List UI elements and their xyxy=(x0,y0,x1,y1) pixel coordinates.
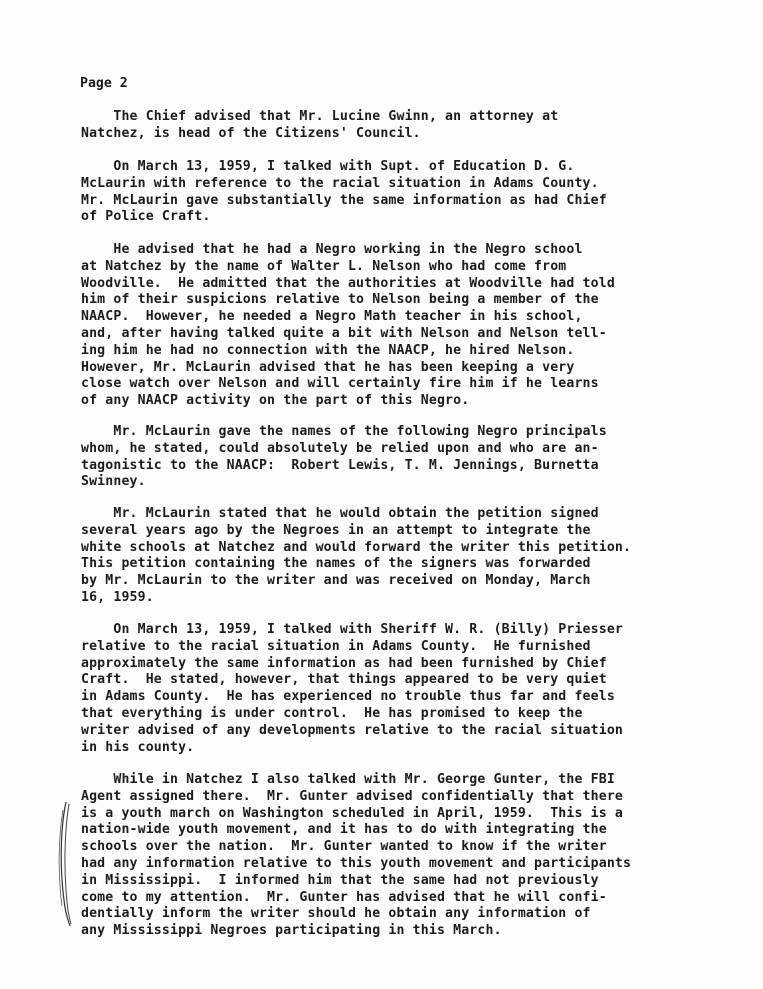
text-line: writer advised of any developments relative to the racial situation xyxy=(81,722,623,738)
text-line: The Chief advised that Mr. Lucine Gwinn, an attorney at xyxy=(81,109,559,124)
text-line: approximately the same information as had been furnished by Chief xyxy=(81,655,607,671)
text-line: by Mr. McLaurin to the writer and was received on Monday, March xyxy=(81,573,591,589)
text-line: ing him he had no connection with the NAACP, he hired Nelson. xyxy=(81,342,575,358)
text-line: Agent assigned there. Mr. Gunter advised confidentially that there xyxy=(81,788,623,804)
paragraph-principals xyxy=(81,424,607,491)
text-line: nation-wide youth movement, and it has to do with integrating the xyxy=(81,822,607,838)
text-line: Mr. McLaurin gave the names of the following Negro principals xyxy=(81,424,607,439)
text-line: However, Mr. McLaurin advised that he has been keeping a very xyxy=(81,359,575,375)
text-line: This petition containing the names of the signers was forwarded xyxy=(81,556,591,572)
text-line: On March 13, 1959, I talked with Sheriff W. R. (Billy) Priesser xyxy=(81,622,623,637)
text-line: 16, 1959. xyxy=(81,589,154,605)
text-line: in his county. xyxy=(81,739,195,755)
text-line: of any NAACP activity on the part of this Negro. xyxy=(81,393,470,409)
text-line: him of their suspicions relative to Nelson being a member of the xyxy=(81,292,599,308)
text-line: of Police Craft. xyxy=(81,209,211,225)
text-line: Swinney. xyxy=(81,474,146,490)
text-line: any Mississippi Negroes participating in this March. xyxy=(81,923,502,939)
text-line: come to my attention. Mr. Gunter has advised that he will confi- xyxy=(81,889,607,905)
text-line: Craft. He stated, however, that things appeared to be very quiet xyxy=(81,672,607,688)
text-line: Natchez, is head of the Citizens' Council. xyxy=(81,125,421,141)
text-line: Woodville. He admitted that the authorities at Woodville had told xyxy=(81,275,615,291)
text-line: schools over the nation. Mr. Gunter wanted to know if the writer xyxy=(81,839,607,855)
text-line: several years ago by the Negroes in an attempt to integrate the xyxy=(81,522,591,538)
text-line: white schools at Natchez and would forward the writer this petition. xyxy=(81,539,632,555)
text-line: McLaurin with reference to the racial situation in Adams County. xyxy=(81,175,599,191)
paragraph-sheriff xyxy=(81,622,623,756)
text-line: Mr. McLaurin gave substantially the same information as had Chief xyxy=(81,192,607,208)
text-line: Mr. McLaurin stated that he would obtain the petition signed xyxy=(81,506,599,521)
text-line: He advised that he had a Negro working in the Negro school xyxy=(81,242,583,257)
paragraph-citizens-council xyxy=(81,109,558,143)
text-line: at Natchez by the name of Walter L. Nelson who had come from xyxy=(81,258,567,274)
margin-bracket-mark xyxy=(58,800,72,928)
text-line: had any information relative to this youth movement and participants xyxy=(81,855,632,871)
text-line: On March 13, 1959, I talked with Supt. of Education D. G. xyxy=(81,159,575,174)
text-line: While in Natchez I also talked with Mr. George Gunter, the FBI xyxy=(81,772,615,787)
paragraph-mclaurin-meeting xyxy=(81,159,607,226)
text-line: close watch over Nelson and will certainly fire him if he learns xyxy=(81,376,599,392)
text-line: whom, he stated, could absolutely be relied upon and who are an- xyxy=(81,440,599,456)
paragraph-nelson xyxy=(81,242,615,410)
text-line: in Mississippi. I informed him that the same had not previously xyxy=(81,872,599,888)
paragraph-petition xyxy=(81,506,631,607)
text-line: that everything is under control. He has promised to keep the xyxy=(81,705,583,721)
text-line: dentially inform the writer should he obtain any information of xyxy=(81,906,591,922)
text-line: and, after having talked quite a bit with Nelson and Nelson tell- xyxy=(81,325,607,341)
paragraph-fbi-agent xyxy=(81,772,631,940)
text-line: NAACP. However, he needed a Negro Math teacher in his school, xyxy=(81,309,583,325)
text-line: is a youth march on Washington scheduled in April, 1959. This is a xyxy=(81,805,623,821)
page-number: Page 2 xyxy=(80,76,128,91)
text-line: relative to the racial situation in Adams County. He furnished xyxy=(81,638,591,654)
text-line: in Adams County. He has experienced no trouble thus far and feels xyxy=(81,689,615,705)
text-line: tagonistic to the NAACP: Robert Lewis, T. M. Jennings, Burnetta xyxy=(81,457,599,473)
